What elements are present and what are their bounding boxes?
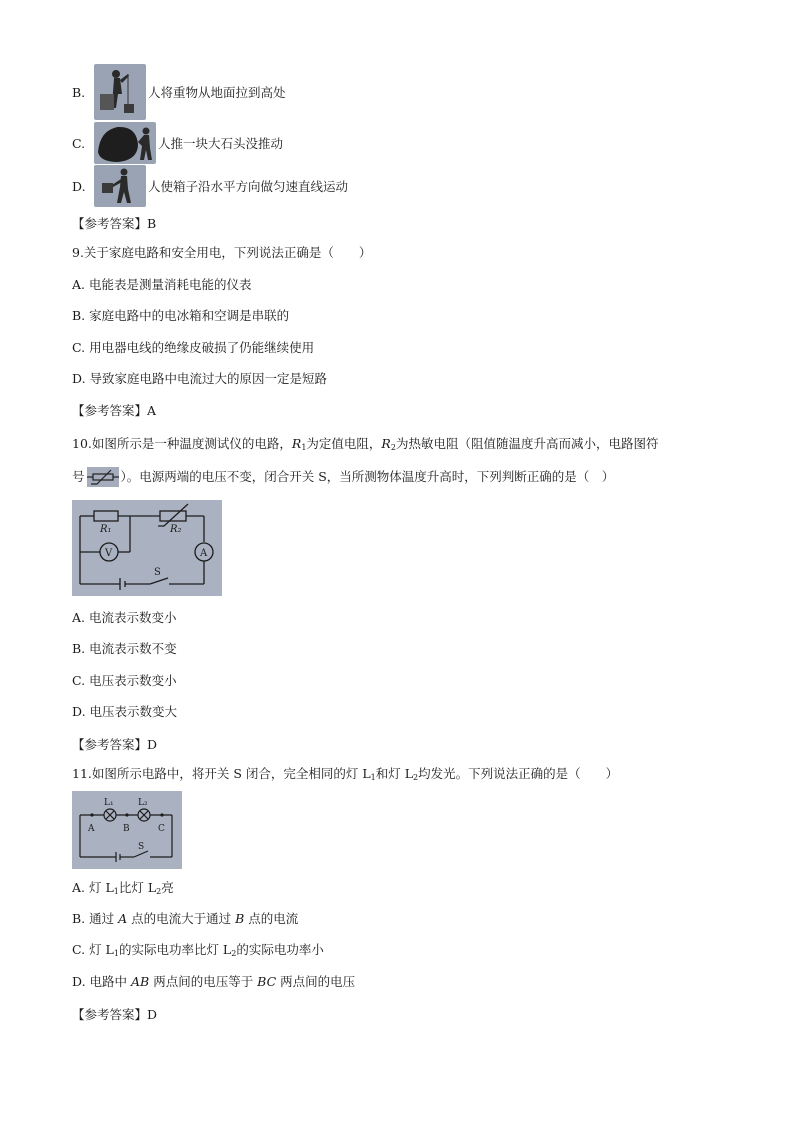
person-pushing-rock-image: [94, 122, 156, 164]
subscript: 2: [231, 949, 237, 958]
label-switch: S: [138, 842, 145, 852]
stem-text: 为热敏电阻（阻值随温度升高而减小，电路图符: [395, 436, 659, 451]
stem-text: 10.如图所示是一种温度测试仪的电路，: [72, 436, 292, 451]
q11-circuit-diagram: [72, 791, 182, 869]
option-text: 比灯 L: [118, 880, 157, 895]
label-l1: L₁: [104, 798, 114, 808]
option-text: 人推一块大石头没推动: [158, 136, 284, 151]
option-text: 两点间的电压等于: [149, 974, 258, 989]
q10-option-b: B. 电流表示数不变: [72, 641, 177, 656]
option-letter: C.: [72, 135, 86, 151]
label-r2: R₂: [170, 524, 182, 535]
stem-text: 均发光。下列说法正确的是（ ）: [418, 766, 619, 781]
segment-label: AB: [131, 974, 150, 989]
q10-option-a: A. 电流表示数变小: [72, 610, 177, 625]
option-text: C. 灯 L: [72, 942, 114, 957]
q11-stem: [72, 766, 618, 786]
segment-label: BC: [257, 974, 277, 989]
q9-option-a: A. 电能表是测量消耗电能的仪表: [72, 277, 252, 292]
subscript: 1: [113, 949, 119, 958]
option-text: B. 通过: [72, 911, 119, 926]
option-text: 人将重物从地面拉到高处: [148, 85, 286, 100]
q11-answer: 【参考答案】D: [72, 1007, 158, 1022]
q8-option-d: [72, 165, 348, 207]
q10-answer: 【参考答案】D: [72, 737, 158, 752]
subscript: 2: [156, 887, 162, 896]
stem-text: 为定值电阻，: [306, 436, 382, 451]
q10-stem-line1: [72, 436, 658, 456]
q8-answer: 【参考答案】B: [72, 216, 157, 231]
label-l2: L₂: [138, 798, 148, 808]
q10-option-c: C. 电压表示数变小: [72, 673, 177, 688]
person-pushing-box-image: [94, 165, 146, 207]
option-text: 点的电流大于通过: [127, 911, 236, 926]
label-a: A: [88, 824, 95, 834]
q9-option-c: C. 用电器电线的绝缘皮破损了仍能继续使用: [72, 340, 315, 355]
q8-option-b: [72, 64, 286, 120]
option-text: 的实际电功率小: [236, 942, 324, 957]
q10-stem-line2: [72, 467, 614, 487]
option-text: A. 灯 L: [72, 880, 114, 895]
thermistor-symbol-icon: [87, 467, 119, 487]
q8-option-c: [72, 122, 283, 164]
person-lifting-weight-image: [94, 64, 146, 120]
q11-option-c: [72, 942, 324, 962]
r2-subscript: 2: [390, 443, 396, 452]
r1-subscript: 1: [301, 443, 307, 452]
q9-answer: 【参考答案】A: [72, 403, 157, 418]
option-letter: D.: [72, 178, 86, 194]
label-b: B: [123, 824, 130, 834]
option-text: 点的电流: [244, 911, 299, 926]
q10-option-d: D. 电压表示数变大: [72, 704, 178, 719]
l1-subscript: 1: [370, 773, 376, 782]
label-r1: R₁: [100, 524, 112, 535]
label-voltmeter: V: [105, 548, 113, 559]
stem-text: 11.如图所示电路中，将开关 S 闭合，完全相同的灯 L: [72, 766, 371, 781]
stem-text: ）。电源两端的电压不变，闭合开关 S，当所测物体温度升高时，下列判断正确的是（ ）: [120, 469, 615, 484]
label-c: C: [158, 824, 165, 834]
label-ammeter: A: [200, 548, 208, 559]
stem-text: 和灯 L: [375, 766, 414, 781]
label-switch: S: [154, 567, 161, 578]
subscript: 1: [113, 887, 119, 896]
q11-option-a: [72, 880, 174, 900]
q9-option-b: B. 家庭电路中的电冰箱和空调是串联的: [72, 308, 290, 323]
option-text: 的实际电功率比灯 L: [118, 942, 232, 957]
point-label: A: [118, 911, 128, 926]
q11-option-b: [72, 911, 298, 927]
stem-text: 号: [72, 469, 85, 484]
option-letter: B.: [72, 84, 86, 100]
option-text: 两点间的电压: [276, 974, 356, 989]
q9-stem: 9.关于家庭电路和安全用电，下列说法正确是（ ）: [72, 245, 372, 260]
q10-circuit-diagram: [72, 500, 222, 596]
q9-option-d: D. 导致家庭电路中电流过大的原因一定是短路: [72, 371, 328, 386]
r2-symbol: R: [381, 436, 391, 451]
q11-option-d: [72, 974, 355, 990]
l2-subscript: 2: [413, 773, 419, 782]
option-text: 亮: [161, 880, 174, 895]
r1-symbol: R: [291, 436, 302, 451]
option-text: 人使箱子沿水平方向做匀速直线运动: [148, 179, 349, 194]
point-label: B: [235, 911, 245, 926]
option-text: D. 电路中: [72, 974, 131, 989]
